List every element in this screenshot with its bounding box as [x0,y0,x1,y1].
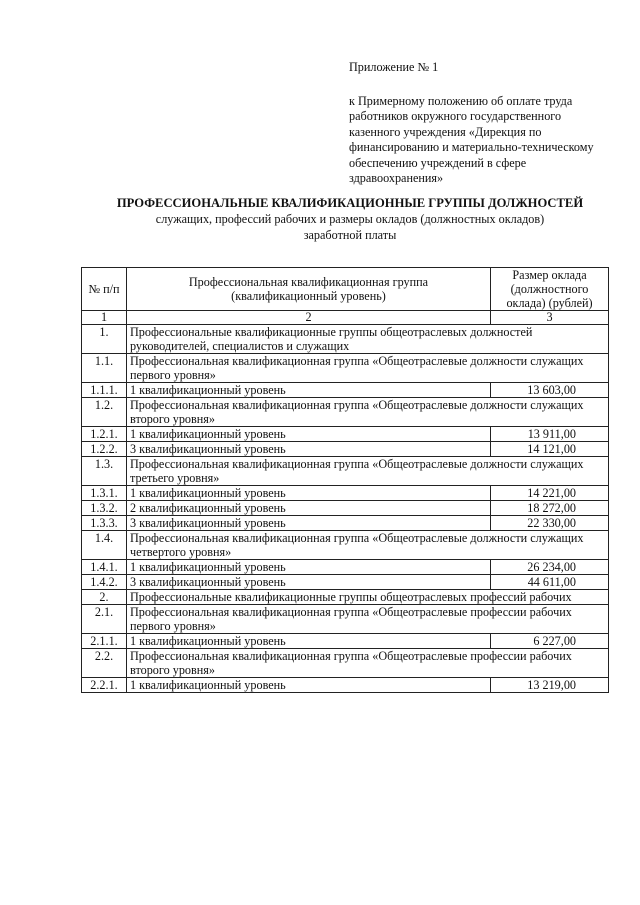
table-level-row [82,516,609,531]
header-salary: Размер оклада (должностного оклада) (рублей) [491,268,609,311]
level-name: 3 квалификационный уровень [127,442,491,457]
salary-value: 13 219,00 [491,678,609,693]
row-number: 1.3.3. [82,516,127,531]
table-level-row [82,560,609,575]
appendix-block [349,60,619,187]
row-number: 1.2. [82,398,127,427]
group-name: Профессиональная квалификационная группа «Общеотраслевые должности служащих третьего уровня» [127,457,609,486]
group-name: Профессиональные квалификационные группы общеотраслевых должностей руководителей, специалистов и служащих [127,325,609,354]
salary-value: 6 227,00 [491,634,609,649]
table-group-row [82,531,609,560]
row-number: 1.2.1. [82,427,127,442]
appendix-title: Приложение № 1 [349,60,439,74]
heading-sub: заработной платы [303,228,397,242]
appendix-line: здравоохранения» [349,171,444,185]
row-number: 2.1. [82,605,127,634]
table-level-row [82,634,609,649]
salary-value: 44 611,00 [491,575,609,590]
column-index: 2 [127,311,491,325]
table-group-row [82,605,609,634]
appendix-line: обеспечению учреждений в сфере [349,155,527,170]
salary-value: 18 272,00 [491,501,609,516]
table-group-row [82,649,609,678]
appendix-line: работников окружного государственного [349,109,562,123]
column-index: 1 [82,311,127,325]
level-name: 3 квалификационный уровень [127,516,491,531]
salary-value: 14 221,00 [491,486,609,501]
table-level-row [82,427,609,442]
salary-value: 22 330,00 [491,516,609,531]
row-number: 2.2. [82,649,127,678]
row-number: 1.4.1. [82,560,127,575]
heading-main: ПРОФЕССИОНАЛЬНЫЕ КВАЛИФИКАЦИОННЫЕ ГРУППЫ ДОЛЖНОСТЕЙ [116,196,584,210]
group-name: Профессиональная квалификационная группа «Общеотраслевые должности служащих четвертого уровня» [127,531,609,560]
table-group-row [82,354,609,383]
column-index: 3 [491,311,609,325]
group-name: Профессиональная квалификационная группа «Общеотраслевые должности служащих второго уровня» [127,398,609,427]
row-number: 1.1.1. [82,383,127,398]
table-body [82,325,609,693]
appendix-line: к Примерному положению об оплате труда [349,93,573,108]
header-num: № п/п [82,268,127,311]
header-group: Профессиональная квалификационная группа (квалификационный уровень) [127,268,491,311]
row-number: 1.3.2. [82,501,127,516]
level-name: 1 квалификационный уровень [127,678,491,693]
row-number: 1.3.1. [82,486,127,501]
appendix-line: казенного учреждения «Дирекция по [349,124,542,139]
level-name: 1 квалификационный уровень [127,560,491,575]
row-number: 2. [82,590,127,605]
group-name: Профессиональная квалификационная группа «Общеотраслевые должности служащих первого уровня» [127,354,609,383]
level-name: 1 квалификационный уровень [127,427,491,442]
level-name: 3 квалификационный уровень [127,575,491,590]
table-group-row [82,398,609,427]
row-number: 1.2.2. [82,442,127,457]
group-name: Профессиональная квалификационная группа «Общеотраслевые профессии рабочих второго уровня» [127,649,609,678]
table-level-row [82,442,609,457]
level-name: 1 квалификационный уровень [127,383,491,398]
table-group-row [82,325,609,354]
column-index-row [82,311,609,325]
level-name: 2 квалификационный уровень [127,501,491,516]
salary-value: 13 603,00 [491,383,609,398]
row-number: 1.1. [82,354,127,383]
appendix-line: финансированию и материально-техническому [349,140,594,154]
salary-table [81,267,609,693]
heading-sub: служащих, профессий рабочих и размеры окладов (должностных окладов) [155,212,545,226]
table-level-row [82,501,609,516]
row-number: 1.4. [82,531,127,560]
table-level-row [82,486,609,501]
table-group-row [82,457,609,486]
table-level-row [82,678,609,693]
table-level-row [82,383,609,398]
level-name: 1 квалификационный уровень [127,634,491,649]
group-name: Профессиональная квалификационная группа «Общеотраслевые профессии рабочих первого уровня» [127,605,609,634]
document-heading [60,195,640,243]
row-number: 2.1.1. [82,634,127,649]
table-header-row [82,268,609,311]
row-number: 1. [82,325,127,354]
group-name: Профессиональные квалификационные группы общеотраслевых профессий рабочих [127,590,609,605]
level-name: 1 квалификационный уровень [127,486,491,501]
table-group-row [82,590,609,605]
row-number: 1.4.2. [82,575,127,590]
row-number: 2.2.1. [82,678,127,693]
row-number: 1.3. [82,457,127,486]
salary-value: 26 234,00 [491,560,609,575]
salary-value: 14 121,00 [491,442,609,457]
salary-value: 13 911,00 [491,427,609,442]
table-level-row [82,575,609,590]
